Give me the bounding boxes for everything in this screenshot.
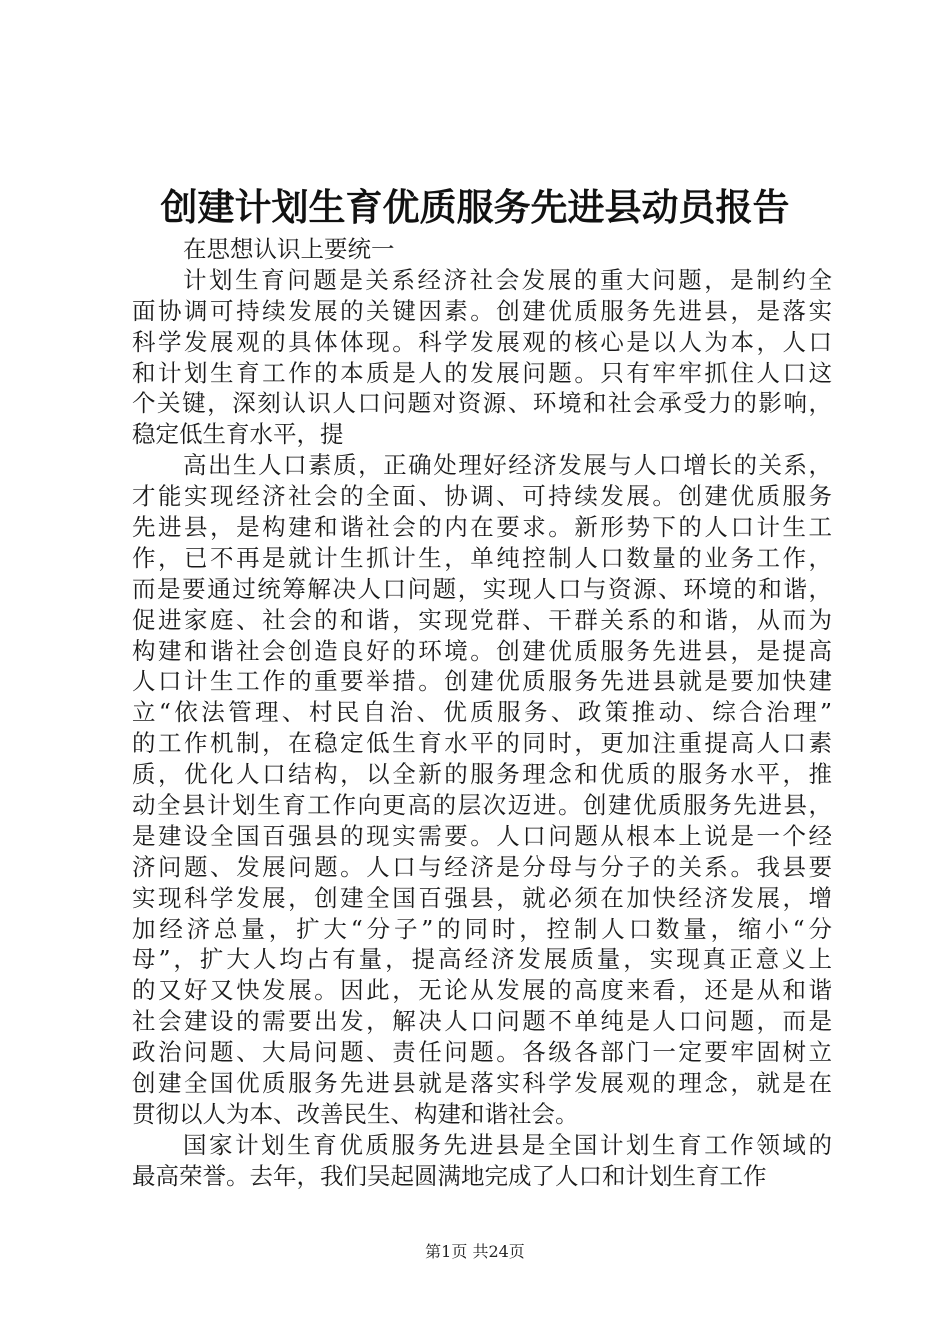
paragraph-line: 稳定低生育水平，提: [132, 420, 344, 449]
paragraph-line: 实现科学发展，创建全国百强县，就必须在加快经济发展，增: [132, 883, 832, 912]
paragraph-line: 济问题、发展问题。人口与经济是分母与分子的关系。我县要: [132, 852, 832, 881]
paragraph-line: 母”，扩大人均占有量，提高经济发展质量，实现真正意义上: [132, 945, 832, 974]
paragraph-line: 面协调可持续发展的关键因素。创建优质服务先进县，是落实: [132, 296, 832, 325]
paragraph-line: 贯彻以人为本、改善民生、构建和谐社会。: [132, 1099, 579, 1128]
paragraph-line: 和计划生育工作的本质是人的发展问题。只有牢牢抓住人口这: [132, 358, 832, 387]
paragraph-line: 质，优化人口结构，以全新的服务理念和优质的服务水平，推: [132, 760, 832, 789]
paragraph-line: 人口计生工作的重要举措。创建优质服务先进县就是要加快建: [132, 667, 832, 696]
page-footer: 第1页 共24页: [425, 1242, 525, 1261]
paragraph-line: 作，已不再是就计生抓计生，单纯控制人口数量的业务工作，: [132, 543, 832, 572]
paragraph: [132, 450, 832, 1130]
paragraph-line: 个关键，深刻认识人口问题对资源、环境和社会承受力的影响，: [132, 389, 832, 418]
paragraph-line: 加经济总量，扩大“分子”的同时，控制人口数量，缩小“分: [132, 914, 832, 943]
paragraph-line: 而是要通过统筹解决人口问题，实现人口与资源、环境的和谐，: [132, 574, 832, 603]
paragraph-line: 构建和谐社会创造良好的环境。创建优质服务先进县，是提高: [132, 636, 832, 665]
paragraph-line: 立“依法管理、村民自治、优质服务、政策推动、综合治理”: [132, 698, 832, 727]
paragraph-line: 动全县计划生育工作向更高的层次迈进。创建优质服务先进县，: [132, 791, 832, 820]
paragraph-line: 政治问题、大局问题、责任问题。各级各部门一定要牢固树立: [132, 1038, 832, 1067]
paragraph: [132, 265, 832, 450]
paragraph-line: 先进县，是构建和谐社会的内在要求。新形势下的人口计生工: [132, 513, 832, 542]
paragraph-line: 的工作机制，在稳定低生育水平的同时，更加注重提高人口素: [132, 729, 832, 758]
paragraph-line: 创建全国优质服务先进县就是落实科学发展观的理念，就是在: [132, 1069, 832, 1098]
paragraph-line: 社会建设的需要出发，解决人口问题不单纯是人口问题，而是: [132, 1007, 832, 1036]
document-body: [132, 234, 832, 1192]
paragraph-line: 最高荣誉。去年，我们吴起圆满地完成了人口和计划生育工作: [132, 1161, 767, 1190]
paragraph-line: 是建设全国百强县的现实需要。人口问题从根本上说是一个经: [132, 821, 832, 850]
paragraph: [132, 1130, 832, 1192]
section-heading: 在思想认识上要统一: [183, 235, 395, 263]
paragraph-line: 计划生育问题是关系经济社会发展的重大问题，是制约全: [183, 265, 832, 294]
paragraph-line: 科学发展观的具体体现。科学发展观的核心是以人为本，人口: [132, 327, 832, 356]
paragraph-line: 的又好又快发展。因此，无论从发展的高度来看，还是从和谐: [132, 976, 832, 1005]
paragraph-line: 高出生人口素质，正确处理好经济发展与人口增长的关系，: [183, 451, 832, 480]
paragraph-line: 国家计划生育优质服务先进县是全国计划生育工作领域的: [183, 1130, 832, 1159]
paragraph-line: 促进家庭、社会的和谐，实现党群、干群关系的和谐，从而为: [132, 605, 832, 634]
paragraph-line: 才能实现经济社会的全面、协调、可持续发展。创建优质服务: [132, 482, 832, 511]
paragraph-container: [132, 265, 832, 1192]
document-title: 创建计划生育优质服务先进县动员报告: [160, 186, 790, 229]
